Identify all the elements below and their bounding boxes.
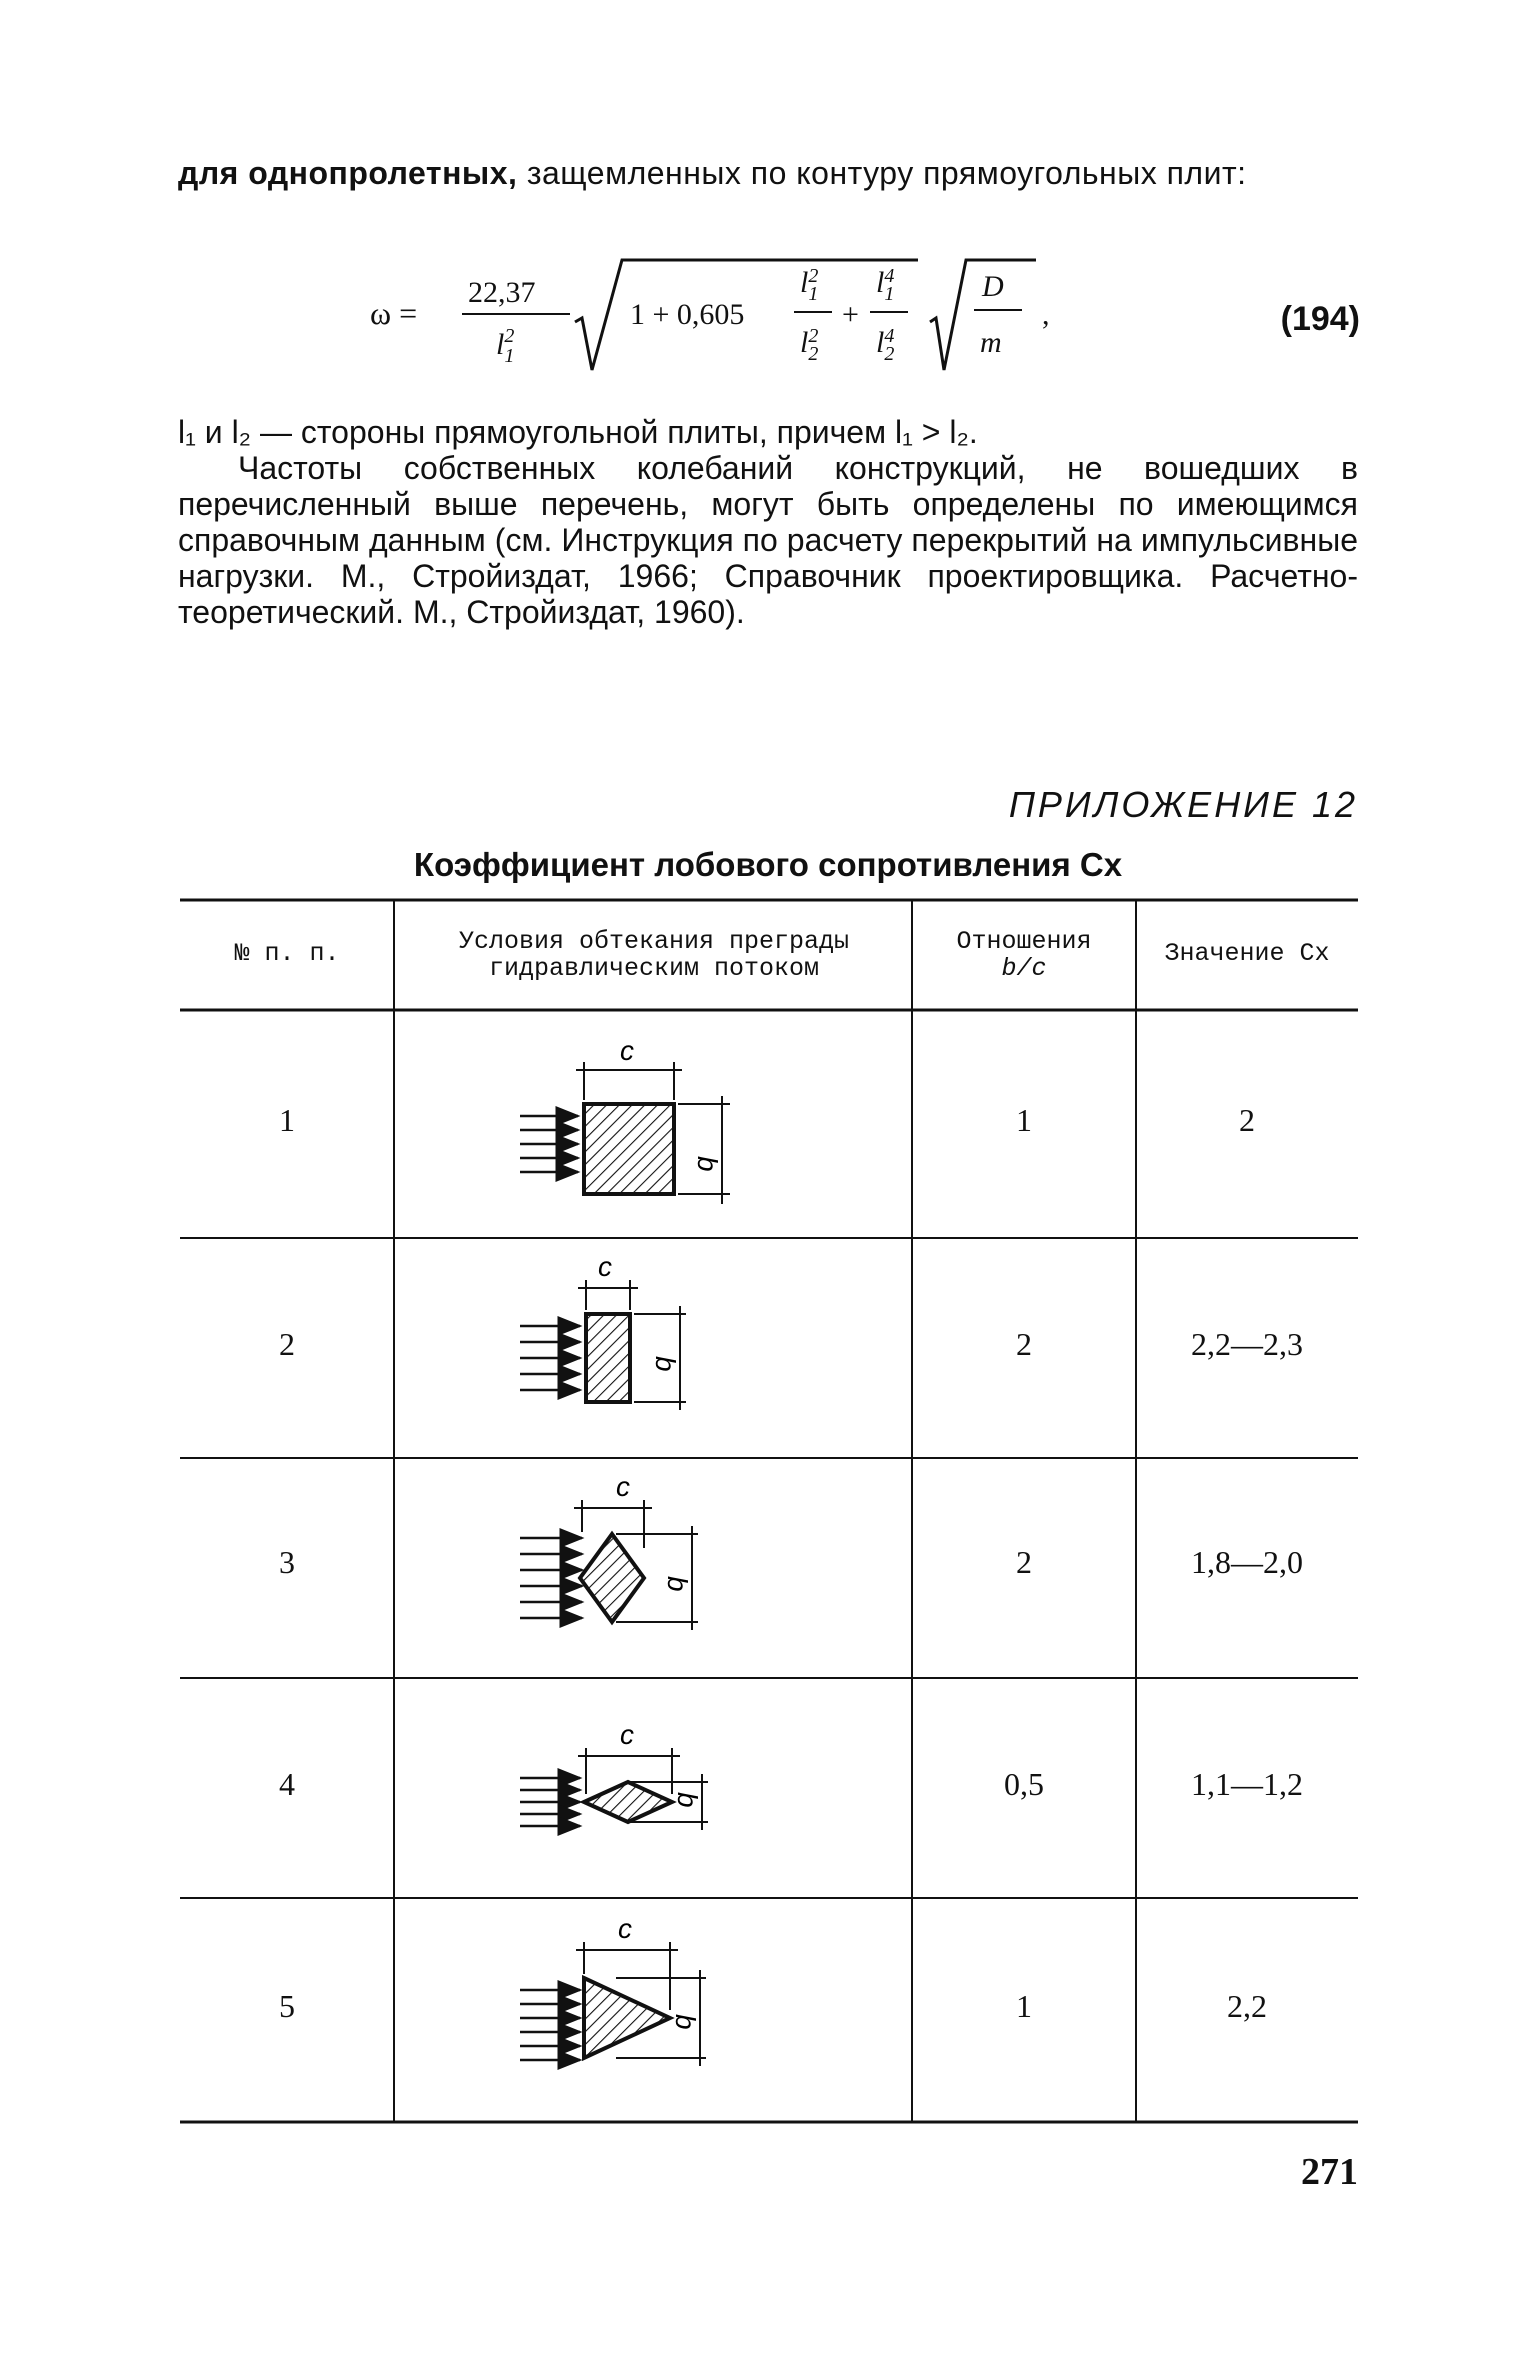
sides-text: l₁ и l₂ — стороны прямоугольной плиты, причем l₁ > l₂. — [178, 414, 978, 450]
row4-diagram — [520, 1698, 810, 1888]
row3-ratio: 2 — [1016, 1544, 1032, 1580]
row3-dim-c: c — [616, 1478, 630, 1502]
formula-plus: + — [842, 298, 859, 331]
intro-bold: для однопролетных, — [178, 155, 518, 191]
row5-dim-b: b — [670, 2014, 701, 2030]
formula-term1: 1 + 0,605 — [630, 298, 745, 331]
svg-text:l41: $l^4$ 1 — [876, 265, 895, 305]
equation-number: (194) — [1280, 300, 1360, 338]
formula-lhs: ω = — [370, 295, 418, 331]
row4-ratio: 0,5 — [1004, 1766, 1044, 1802]
row2-dim-c: c — [598, 1258, 612, 1282]
row2-dim-b: b — [650, 1356, 681, 1372]
formula-den: $l^2$ 1 — [496, 325, 515, 367]
row2-ratio: 2 — [1016, 1326, 1032, 1362]
row4-num: 4 — [279, 1766, 295, 1802]
svg-text:l21: $l^2$ 1 — [800, 265, 819, 305]
row3-diagram — [520, 1478, 810, 1668]
row2-num: 2 — [279, 1326, 295, 1362]
row4-value: 1,1—1,2 — [1191, 1766, 1303, 1802]
row5-value: 2,2 — [1227, 1988, 1267, 2024]
header-num: № п. п. — [234, 939, 340, 968]
row5-num: 5 — [279, 1988, 295, 2024]
drag-coefficient-table — [180, 898, 1358, 2124]
header-ratio — [912, 928, 1136, 982]
row1-ratio: 1 — [1016, 1102, 1032, 1138]
svg-text:l22: $l^2$ 2 — [800, 325, 819, 365]
row1-value: 2 — [1239, 1102, 1255, 1138]
intro-text — [178, 155, 1358, 191]
page-number: 271 — [1301, 2151, 1358, 2193]
row3-num: 3 — [279, 1544, 295, 1580]
row1-diagram — [520, 1038, 810, 1228]
formula-194 — [370, 252, 1360, 382]
header-value: Значение Cx — [1164, 939, 1330, 968]
formula-D: D — [982, 270, 1004, 303]
header-ratio-line2: b/c — [1001, 954, 1047, 983]
row3-dim-b: b — [662, 1576, 693, 1592]
svg-text:l42: $l^4$ 2 — [876, 325, 895, 365]
row5-ratio: 1 — [1016, 1988, 1032, 2024]
row4-dim-b: b — [672, 1792, 703, 1808]
table-title: Коэффициент лобового сопротивления Cx — [413, 846, 1123, 883]
row1-num: 1 — [279, 1102, 295, 1138]
row2-diagram — [520, 1258, 810, 1448]
row2-value: 2,2—2,3 — [1191, 1326, 1303, 1362]
svg-text:,: , — [1042, 298, 1050, 331]
row5-dim-c: c — [618, 1918, 632, 1944]
row1-dim-c: c — [620, 1038, 634, 1066]
formula-coef: 22,37 — [468, 276, 536, 309]
appendix-heading: ПРИЛОЖЕНИЕ 12 — [1008, 784, 1358, 825]
body-paragraph: Частоты собственных колебаний конструкций, не вошедших в перечисленный выше перечень, могут быть определены по имеющимся справочным данным (см. Инструкция по расчету перекрытий на импульсивные нагрузки. М., Стройиздат, 1966; Справочник проектировщика. Расчетно-теоретический. М., Стройиздат, 1960). — [178, 450, 1358, 630]
header-ratio-line1: Отношения — [956, 927, 1092, 956]
header-conditions: Условия обтекания преграды гидравлическим потоком — [458, 927, 850, 983]
row4-dim-c: c — [620, 1719, 634, 1750]
row1-dim-b: b — [692, 1156, 723, 1172]
row5-diagram — [520, 1918, 810, 2108]
formula-m: m — [980, 326, 1002, 359]
row3-value: 1,8—2,0 — [1191, 1544, 1303, 1580]
intro-rest: защемленных по контуру прямоугольных плит: — [517, 155, 1247, 191]
